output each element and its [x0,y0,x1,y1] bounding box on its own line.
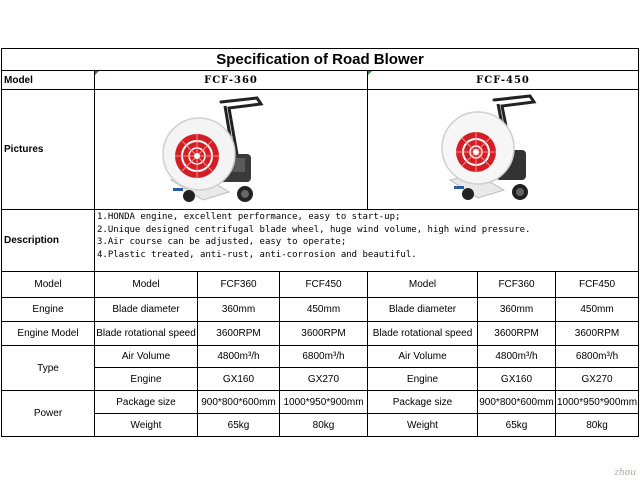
spec-cell: 3600RPM [280,322,368,346]
watermark: zhou [614,468,636,478]
spec-cell: 4800m³/h [478,346,556,368]
spec-cell: Package size [95,391,198,414]
road-blower-b-image [436,94,546,204]
description-line: 3.Air course can be adjusted, easy to operate; [97,237,347,247]
spec-cell: Weight [368,414,478,437]
spec-cell: 80kg [280,414,368,437]
spec-cell: Blade rotational speed [95,322,198,346]
model-a-cell [95,71,368,90]
road-blower-a-image [159,96,269,206]
spec-cell: 65kg [478,414,556,437]
spec-cell: 900*800*600mm [478,391,556,414]
description-label: Description [2,210,95,272]
spec-cell: GX160 [198,368,280,391]
spec-cell: Blade rotational speed [368,322,478,346]
picture-a-cell [95,90,368,210]
description-line: 1.HONDA engine, excellent performance, easy to start-up; [97,212,401,222]
spec-sheet [1,48,638,437]
model-a-name: FCF-360 [204,74,258,86]
spec-cell: 6800m³/h [556,346,639,368]
pictures-label: Pictures [2,90,95,210]
spec-table [1,48,639,437]
model-label: Model [2,71,95,90]
description-line: 4.Plastic treated, anti-rust, anti-corrosion and beautiful. [97,249,417,260]
spec-cell: GX160 [478,368,556,391]
spec-header-cell: Model [95,272,198,298]
row-label-power: Power [2,391,95,437]
spec-cell: 65kg [198,414,280,437]
picture-b-cell [368,90,639,210]
spec-cell: GX270 [556,368,639,391]
spec-cell: 900*800*600mm [198,391,280,414]
spec-cell: Engine [95,368,198,391]
row-label-engine-model: Engine Model [2,322,95,346]
spec-cell: 450mm [556,298,639,322]
spec-cell: Blade diameter [95,298,198,322]
spec-cell: 360mm [478,298,556,322]
spec-cell: Air Volume [368,346,478,368]
spec-cell: Blade diameter [368,298,478,322]
spec-cell: 1000*950*900mm [556,391,639,414]
spec-header-cell: Model [368,272,478,298]
spec-cell: 4800m³/h [198,346,280,368]
description-line: 2.Unique designed centrifugal blade wheel, huge wind volume, high wind pressure. [97,224,531,235]
page-title: Specification of Road Blower [2,49,639,71]
spec-cell: Engine [368,368,478,391]
row-label-type: Type [2,346,95,391]
spec-cell: 6800m³/h [280,346,368,368]
spec-cell: GX270 [280,368,368,391]
model-b-name: FCF-450 [476,74,530,86]
spec-cell: 1000*950*900mm [280,391,368,414]
row-label-engine: Engine [2,298,95,322]
spec-cell: 360mm [198,298,280,322]
spec-cell: 3600RPM [478,322,556,346]
spec-header-cell: FCF360 [198,272,280,298]
description-text [95,210,639,272]
spec-cell: 450mm [280,298,368,322]
row-label-model: Model [2,272,95,298]
corner-marker-icon [368,71,372,75]
spec-header-cell: FCF450 [556,272,639,298]
spec-cell: 80kg [556,414,639,437]
spec-cell: 3600RPM [556,322,639,346]
spec-cell: Weight [95,414,198,437]
spec-cell: Air Volume [95,346,198,368]
corner-marker-icon [95,71,99,75]
spec-header-cell: FCF450 [280,272,368,298]
spec-cell: 3600RPM [198,322,280,346]
spec-cell: Package size [368,391,478,414]
spec-header-cell: FCF360 [478,272,556,298]
model-b-cell [368,71,639,90]
